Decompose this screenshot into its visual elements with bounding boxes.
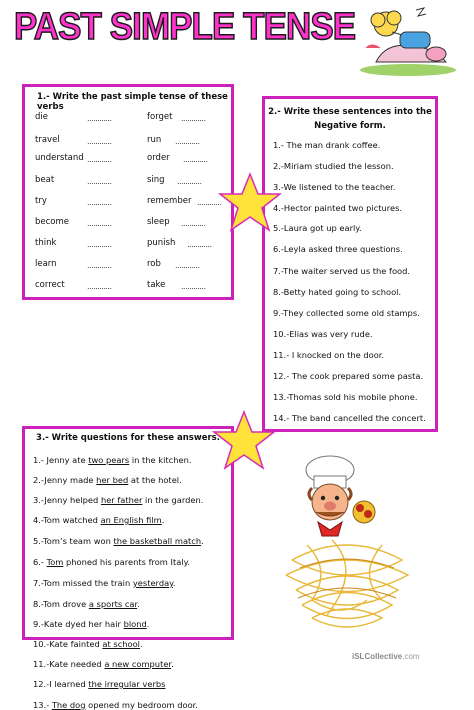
exercise-2-box (262, 96, 438, 432)
answer-blank[interactable]: ............ (87, 114, 112, 123)
underlined-answer-part: the basketball match (113, 536, 202, 546)
sentence: 12.- The cook prepared some pasta. (273, 371, 424, 381)
exercise-2-heading-line2: Negative form. (314, 121, 386, 131)
answer-text: 1.- Jenny ate (33, 455, 89, 465)
sentence: 11.- I knocked on the door. (273, 350, 385, 360)
answer-sentence (33, 619, 149, 629)
verb: forget (147, 112, 173, 122)
answer-sentence (33, 495, 203, 505)
answer-blank[interactable]: ............ (183, 155, 208, 164)
answer-sentence (33, 679, 165, 689)
verb: learn (35, 259, 57, 269)
answer-text: . (172, 578, 176, 588)
sentence: 1.- The man drank coffee. (273, 140, 381, 150)
answer-text: at the hotel. (128, 475, 182, 485)
sentence: 5.-Laura got up early. (273, 223, 362, 233)
answer-sentence (33, 557, 190, 567)
sentence: 4.-Hector painted two pictures. (273, 203, 403, 213)
answer-blank[interactable]: ............ (187, 240, 212, 249)
answer-text: in the garden. (142, 495, 204, 505)
verb: punish (147, 238, 176, 248)
verb: think (35, 238, 57, 248)
verb: run (147, 135, 162, 145)
answer-text: . (171, 659, 174, 669)
answer-text: . (146, 619, 150, 629)
exercise-1-box (22, 84, 234, 300)
answer-sentence (33, 659, 174, 669)
underlined-answer-part: the irregular verbs (88, 679, 166, 689)
answer-blank[interactable]: ............ (181, 219, 206, 228)
answer-text: 9.-Kate dyed her hair (33, 619, 124, 629)
underlined-answer-part: a sports car (88, 599, 138, 609)
answer-blank[interactable]: ............ (87, 282, 112, 291)
answer-text: 4.-Tom watched (33, 515, 101, 525)
verb: sleep (147, 217, 170, 227)
answer-blank[interactable]: ............ (175, 261, 200, 270)
answer-blank[interactable]: ............ (87, 261, 112, 270)
footer-suffix: .com (402, 652, 420, 661)
exercise-2-heading (265, 105, 435, 133)
exercise-1-heading: 1.- Write the past simple tense of these verbs (37, 92, 228, 112)
answer-text: 2.-Jenny made (33, 475, 97, 485)
answer-text: 7.-Tom missed the train (33, 578, 133, 588)
answer-blank[interactable]: ............ (87, 155, 112, 164)
underlined-answer-part: her father (100, 495, 143, 505)
underlined-answer-part: her bed (96, 475, 129, 485)
underlined-answer-part: at school (102, 639, 140, 649)
answer-blank[interactable]: ............ (87, 198, 112, 207)
verb: become (35, 217, 70, 227)
answer-blank[interactable]: ............ (197, 198, 222, 207)
answer-sentence (33, 578, 176, 588)
verb: die (35, 112, 48, 122)
answer-blank[interactable]: ............ (177, 177, 202, 186)
chef-with-spaghetti (272, 450, 422, 640)
verb: beat (35, 175, 55, 185)
answer-text: 12.-I learned (33, 679, 89, 689)
answer-text: 13.- (33, 700, 52, 710)
answer-text: opened my bedroom door. (85, 700, 198, 710)
answer-text: phoned his parents from Italy. (63, 557, 190, 567)
sentence: 2.-Miriam studied the lesson. (273, 161, 394, 171)
answer-blank[interactable]: ............ (181, 282, 206, 291)
footer-watermark (352, 652, 420, 661)
sentence: 6.-Leyla asked three questions. (273, 244, 403, 254)
answer-text: 6.- (33, 557, 47, 567)
answer-blank[interactable]: ............ (87, 137, 112, 146)
underlined-answer-part: The dog (51, 700, 86, 710)
verb: rob (147, 259, 161, 269)
answer-text: 10.-Kate fainted (33, 639, 103, 649)
answer-text: in the kitchen. (129, 455, 192, 465)
underlined-answer-part: a new computer (104, 659, 172, 669)
answer-blank[interactable]: ............ (87, 177, 112, 186)
answer-sentence (33, 515, 164, 525)
answer-text: 5.-Tom’s team won (33, 536, 114, 546)
verb: correct (35, 280, 65, 290)
verb: remember (147, 196, 192, 206)
exercise-3-box (22, 426, 234, 710)
answer-text: . (161, 515, 165, 525)
answer-sentence (33, 599, 140, 609)
page-title: PAST SIMPLE TENSE (14, 6, 356, 48)
sentence: 10.-Elias was very rude. (273, 329, 373, 339)
exercise-2-heading-line1: 2.- Write these sentences into the (268, 107, 432, 117)
answer-blank[interactable]: ............ (181, 114, 206, 123)
answer-text: 3.-Jenny helped (33, 495, 101, 505)
star-icon (212, 410, 276, 472)
underlined-answer-part: blond (123, 619, 147, 629)
answer-blank[interactable]: ............ (175, 137, 200, 146)
answer-sentence (33, 639, 143, 649)
underlined-answer-part: Tom (46, 557, 64, 567)
underlined-answer-part: two pears (88, 455, 130, 465)
verb: order (147, 153, 170, 163)
sentence: 14.- The band cancelled the concert. (273, 413, 426, 423)
answer-sentence (33, 536, 204, 546)
answer-text: . (137, 599, 140, 609)
answer-blank[interactable]: ............ (87, 219, 112, 228)
verb: travel (35, 135, 60, 145)
answer-text: 8.-Tom drove (33, 599, 89, 609)
star-icon (218, 172, 282, 234)
exercise-3-heading: 3.- Write questions for these answers. (36, 433, 220, 443)
sentence: 9.-They collected some old stamps. (273, 308, 420, 318)
sentence: 3.-We listened to the teacher. (273, 182, 396, 192)
answer-text: 11.-Kate needed (33, 659, 105, 669)
answer-sentence (33, 700, 198, 710)
answer-text: . (201, 536, 204, 546)
verb: understand (35, 153, 84, 163)
sleeping-cartoon-character (356, 2, 462, 78)
underlined-answer-part: yesterday (132, 578, 173, 588)
underlined-answer-part: an English film (100, 515, 162, 525)
answer-text: . (139, 639, 143, 649)
answer-sentence (33, 475, 182, 485)
verb: take (147, 280, 166, 290)
answer-sentence (33, 455, 191, 465)
footer-brand: iSLCollective (352, 652, 403, 661)
answer-blank[interactable]: ............ (87, 240, 112, 249)
verb: sing (147, 175, 165, 185)
verb: try (35, 196, 47, 206)
sentence: 7.-The waiter served us the food. (273, 266, 411, 276)
sentence: 13.-Thomas sold his mobile phone. (273, 392, 418, 402)
sentence: 8.-Betty hated going to school. (273, 287, 402, 297)
